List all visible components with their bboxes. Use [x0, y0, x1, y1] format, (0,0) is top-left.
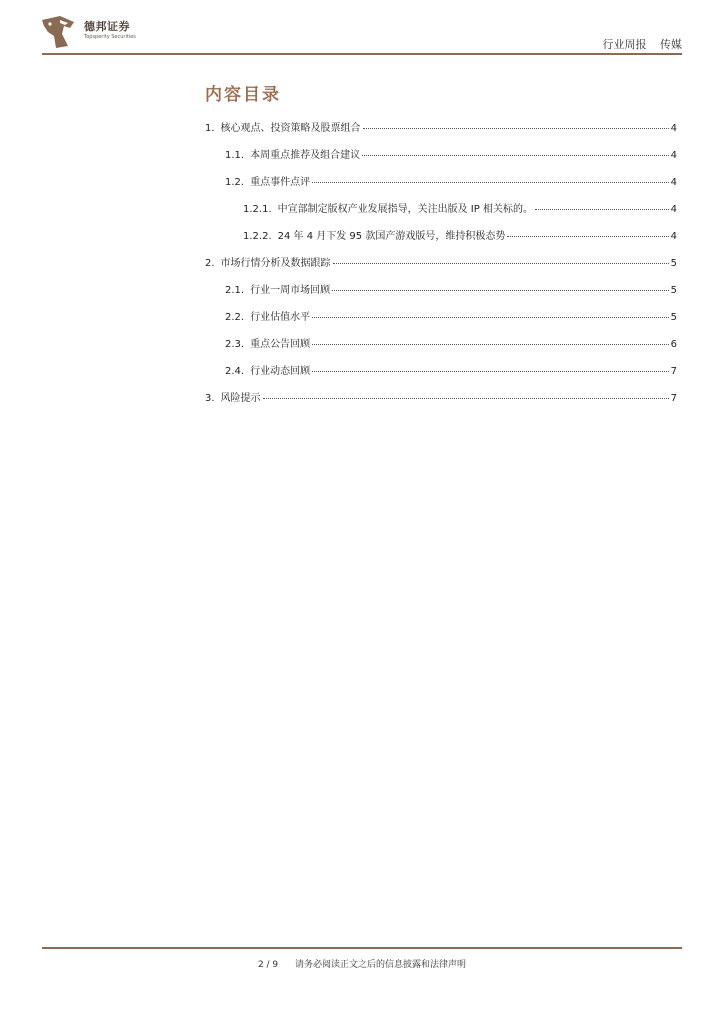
toc-item-page: 4: [670, 204, 677, 215]
toc-item-text: 重点事件点评: [250, 177, 311, 188]
toc-item[interactable]: [205, 362, 677, 389]
toc-item-number: 1.2.1.: [243, 204, 272, 215]
toc-item-page: 5: [670, 258, 677, 269]
toc-item[interactable]: [205, 281, 677, 308]
toc-item-text: 24 年 4 月下发 95 款国产游戏版号，维持积极态势: [277, 231, 506, 242]
logo-mark-icon: [40, 14, 76, 50]
toc-item-number: 1.2.: [225, 177, 245, 188]
toc-item-text: 本周重点推荐及组合建议: [250, 150, 361, 161]
toc-item-number: 2.3.: [225, 339, 245, 350]
toc-item-page: 5: [670, 285, 677, 296]
page-footer: [0, 957, 724, 970]
toc-item-number: 2.1.: [225, 285, 245, 296]
toc-item-text: 中宣部制定版权产业发展指导，关注出版及 IP 相关标的。: [277, 204, 533, 215]
toc-item-text: 风险提示: [220, 393, 261, 404]
toc-item-page: 4: [670, 231, 677, 242]
toc-item[interactable]: [205, 335, 677, 362]
toc-item-number: 2.2.: [225, 312, 245, 323]
toc-item[interactable]: [205, 119, 677, 146]
header-category: [593, 36, 683, 52]
toc-item[interactable]: [205, 227, 677, 254]
toc-item-page: 6: [670, 339, 677, 350]
toc-item[interactable]: [205, 173, 677, 200]
toc-item[interactable]: [205, 146, 677, 173]
toc-item[interactable]: [205, 389, 677, 416]
toc-leader: [312, 371, 669, 372]
toc-item[interactable]: [205, 200, 677, 227]
toc-item-text: 行业动态回顾: [250, 366, 311, 377]
toc-item-number: 1.1.: [225, 150, 245, 161]
toc-leader: [312, 317, 669, 318]
logo-text-cn: 德邦证券: [84, 20, 130, 33]
sector-label: 传媒: [660, 38, 682, 51]
toc-item-text: 行业一周市场回顾: [250, 285, 331, 296]
toc-leader: [263, 398, 669, 399]
company-logo: [40, 14, 140, 54]
toc-item[interactable]: [205, 308, 677, 335]
toc-item-page: 4: [670, 150, 677, 161]
footer-divider: [42, 947, 682, 949]
toc-item-number: 2.4.: [225, 366, 245, 377]
table-of-contents: [205, 119, 677, 416]
logo-text-en: Topsperity Securities: [84, 34, 136, 40]
report-type: 行业周报: [602, 38, 647, 51]
toc-leader: [507, 236, 668, 237]
toc-item-page: 7: [670, 393, 677, 404]
toc-item-text: 市场行情分析及数据跟踪: [220, 258, 331, 269]
header-divider: [42, 53, 682, 55]
toc-item-page: 4: [670, 123, 677, 134]
toc-item[interactable]: [205, 254, 677, 281]
page-number: 2 / 9: [257, 960, 279, 970]
toc-item-number: 1.2.2.: [243, 231, 272, 242]
toc-item-page: 4: [670, 177, 677, 188]
toc-item-page: 5: [670, 312, 677, 323]
toc-leader: [312, 344, 669, 345]
toc-title: 内容目录: [205, 85, 281, 105]
toc-item-text: 核心观点、投资策略及股票组合: [220, 123, 361, 134]
toc-item-text: 重点公告回顾: [250, 339, 311, 350]
toc-item-number: 2.: [205, 258, 215, 269]
toc-item-number: 1.: [205, 123, 215, 134]
toc-leader: [312, 182, 669, 183]
toc-leader: [333, 263, 669, 264]
toc-leader: [535, 209, 669, 210]
legal-disclaimer: 请务必阅读正文之后的信息披露和法律声明: [295, 960, 467, 970]
toc-item-text: 行业估值水平: [250, 312, 311, 323]
toc-item-page: 7: [670, 366, 677, 377]
toc-leader: [362, 155, 669, 156]
toc-item-number: 3.: [205, 393, 215, 404]
toc-leader: [363, 128, 669, 129]
toc-leader: [332, 290, 669, 291]
